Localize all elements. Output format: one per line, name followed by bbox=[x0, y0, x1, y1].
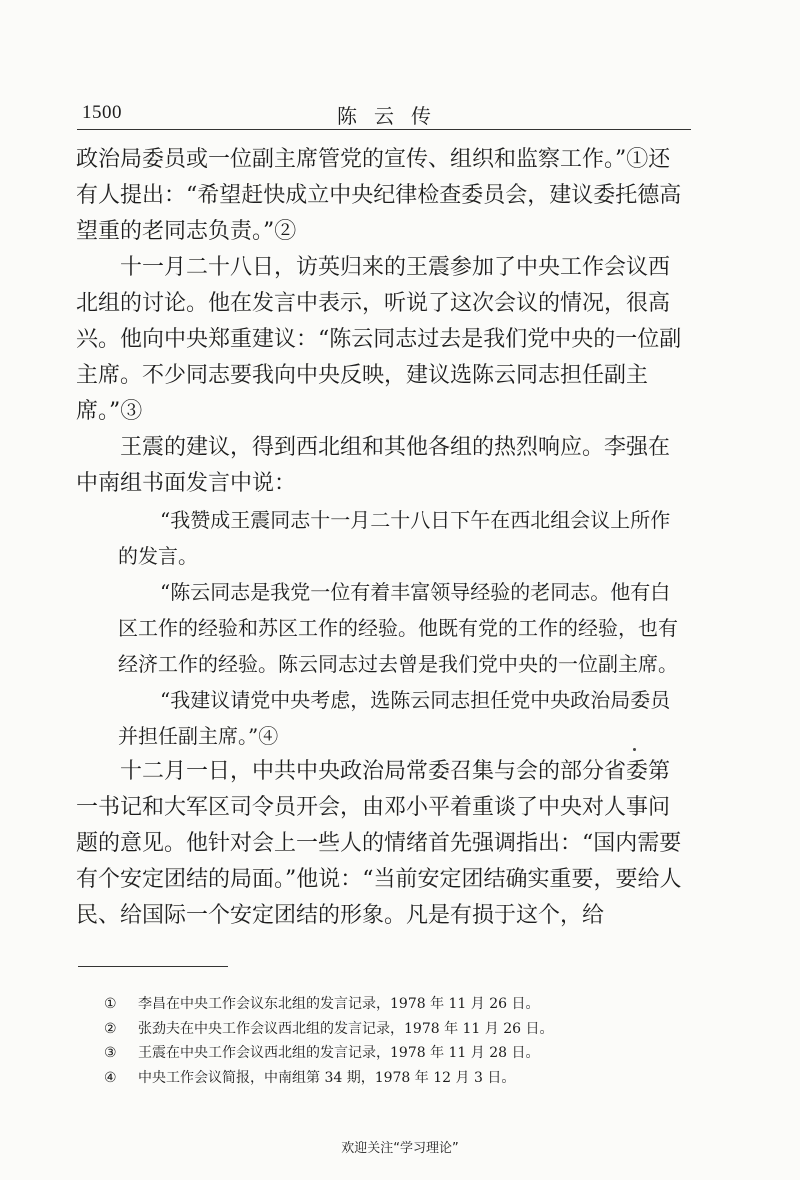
footnote-mark: ① bbox=[104, 996, 117, 1012]
page-number: 1500 bbox=[82, 102, 122, 123]
paragraph: 十二月一日，中共中央政治局常委召集与会的部分省委第一书记和大军区司令员开会，由邓小平着重谈了中央对人事问题的意见。他针对会上一些人的情绪首先强调指出：“国内需要有个安定团结的局面。”他说：“当前安定团结确实重要，要给人民、给国际一个安定团结的形象。凡是有损于这个，给 bbox=[76, 759, 682, 928]
footnote-divider bbox=[78, 966, 228, 967]
footnotes bbox=[104, 992, 704, 1090]
page-header bbox=[82, 100, 692, 128]
footnote bbox=[104, 992, 704, 1017]
scan-speck bbox=[633, 748, 636, 751]
footnote-mark: ③ bbox=[104, 1045, 117, 1061]
header-divider bbox=[77, 129, 691, 130]
footnote-text: 张劲夫在中央工作会议西北组的发言记录，1978 年 11 月 26 日。 bbox=[138, 1020, 554, 1037]
footnote-mark: ② bbox=[104, 1020, 117, 1037]
quote-paragraph: “陈云同志是我党一位有着丰富领导经验的老同志。他有白区工作的经验和苏区工作的经验。他既有党的工作的经验，也有经济工作的经验。陈云同志过去曾是我们党中央的一位副主席。 bbox=[118, 580, 678, 676]
footnote bbox=[104, 1066, 704, 1091]
footnote bbox=[104, 1017, 704, 1042]
main-text bbox=[76, 142, 688, 934]
quote-paragraph: “我赞成王震同志十一月二十八日下午在西北组会议上所作的发言。 bbox=[118, 508, 671, 568]
paragraph-continued: 政治局委员或一位副主席管党的宣传、组织和监察工作。”①还有人提出：“希望赶快成立中央纪律检查委员会，建议委托德高望重的老同志负责。”② bbox=[76, 147, 682, 244]
running-title: 陈云传 bbox=[337, 104, 448, 128]
footer-caption: 欢迎关注“学习理论” bbox=[341, 1141, 459, 1156]
footnote-text: 中央工作会议简报，中南组第 34 期，1978 年 12 月 3 日。 bbox=[138, 1069, 516, 1086]
paragraph: 王震的建议，得到西北组和其他各组的热烈响应。李强在中南组书面发言中说： bbox=[76, 435, 671, 496]
paragraph: 十一月二十八日，访英归来的王震参加了中央工作会议西北组的讨论。他在发言中表示，听说了这次会议的情况，很高兴。他向中央郑重建议：“陈云同志过去是我们党中央的一位副主席。不少同志要我向中央反映，建议选陈云同志担任副主席。”③ bbox=[76, 255, 682, 424]
footnote-text: 李昌在中央工作会议东北组的发言记录，1978 年 11 月 26 日。 bbox=[138, 996, 540, 1012]
footnote bbox=[104, 1041, 704, 1066]
footnote-mark: ④ bbox=[104, 1069, 117, 1086]
block-quote bbox=[76, 502, 688, 754]
footnote-text: 王震在中央工作会议西北组的发言记录，1978 年 11 月 28 日。 bbox=[138, 1045, 540, 1061]
quote-paragraph: “我建议请党中央考虑，选陈云同志担任党中央政治局委员并担任副主席。”④ bbox=[118, 688, 671, 748]
